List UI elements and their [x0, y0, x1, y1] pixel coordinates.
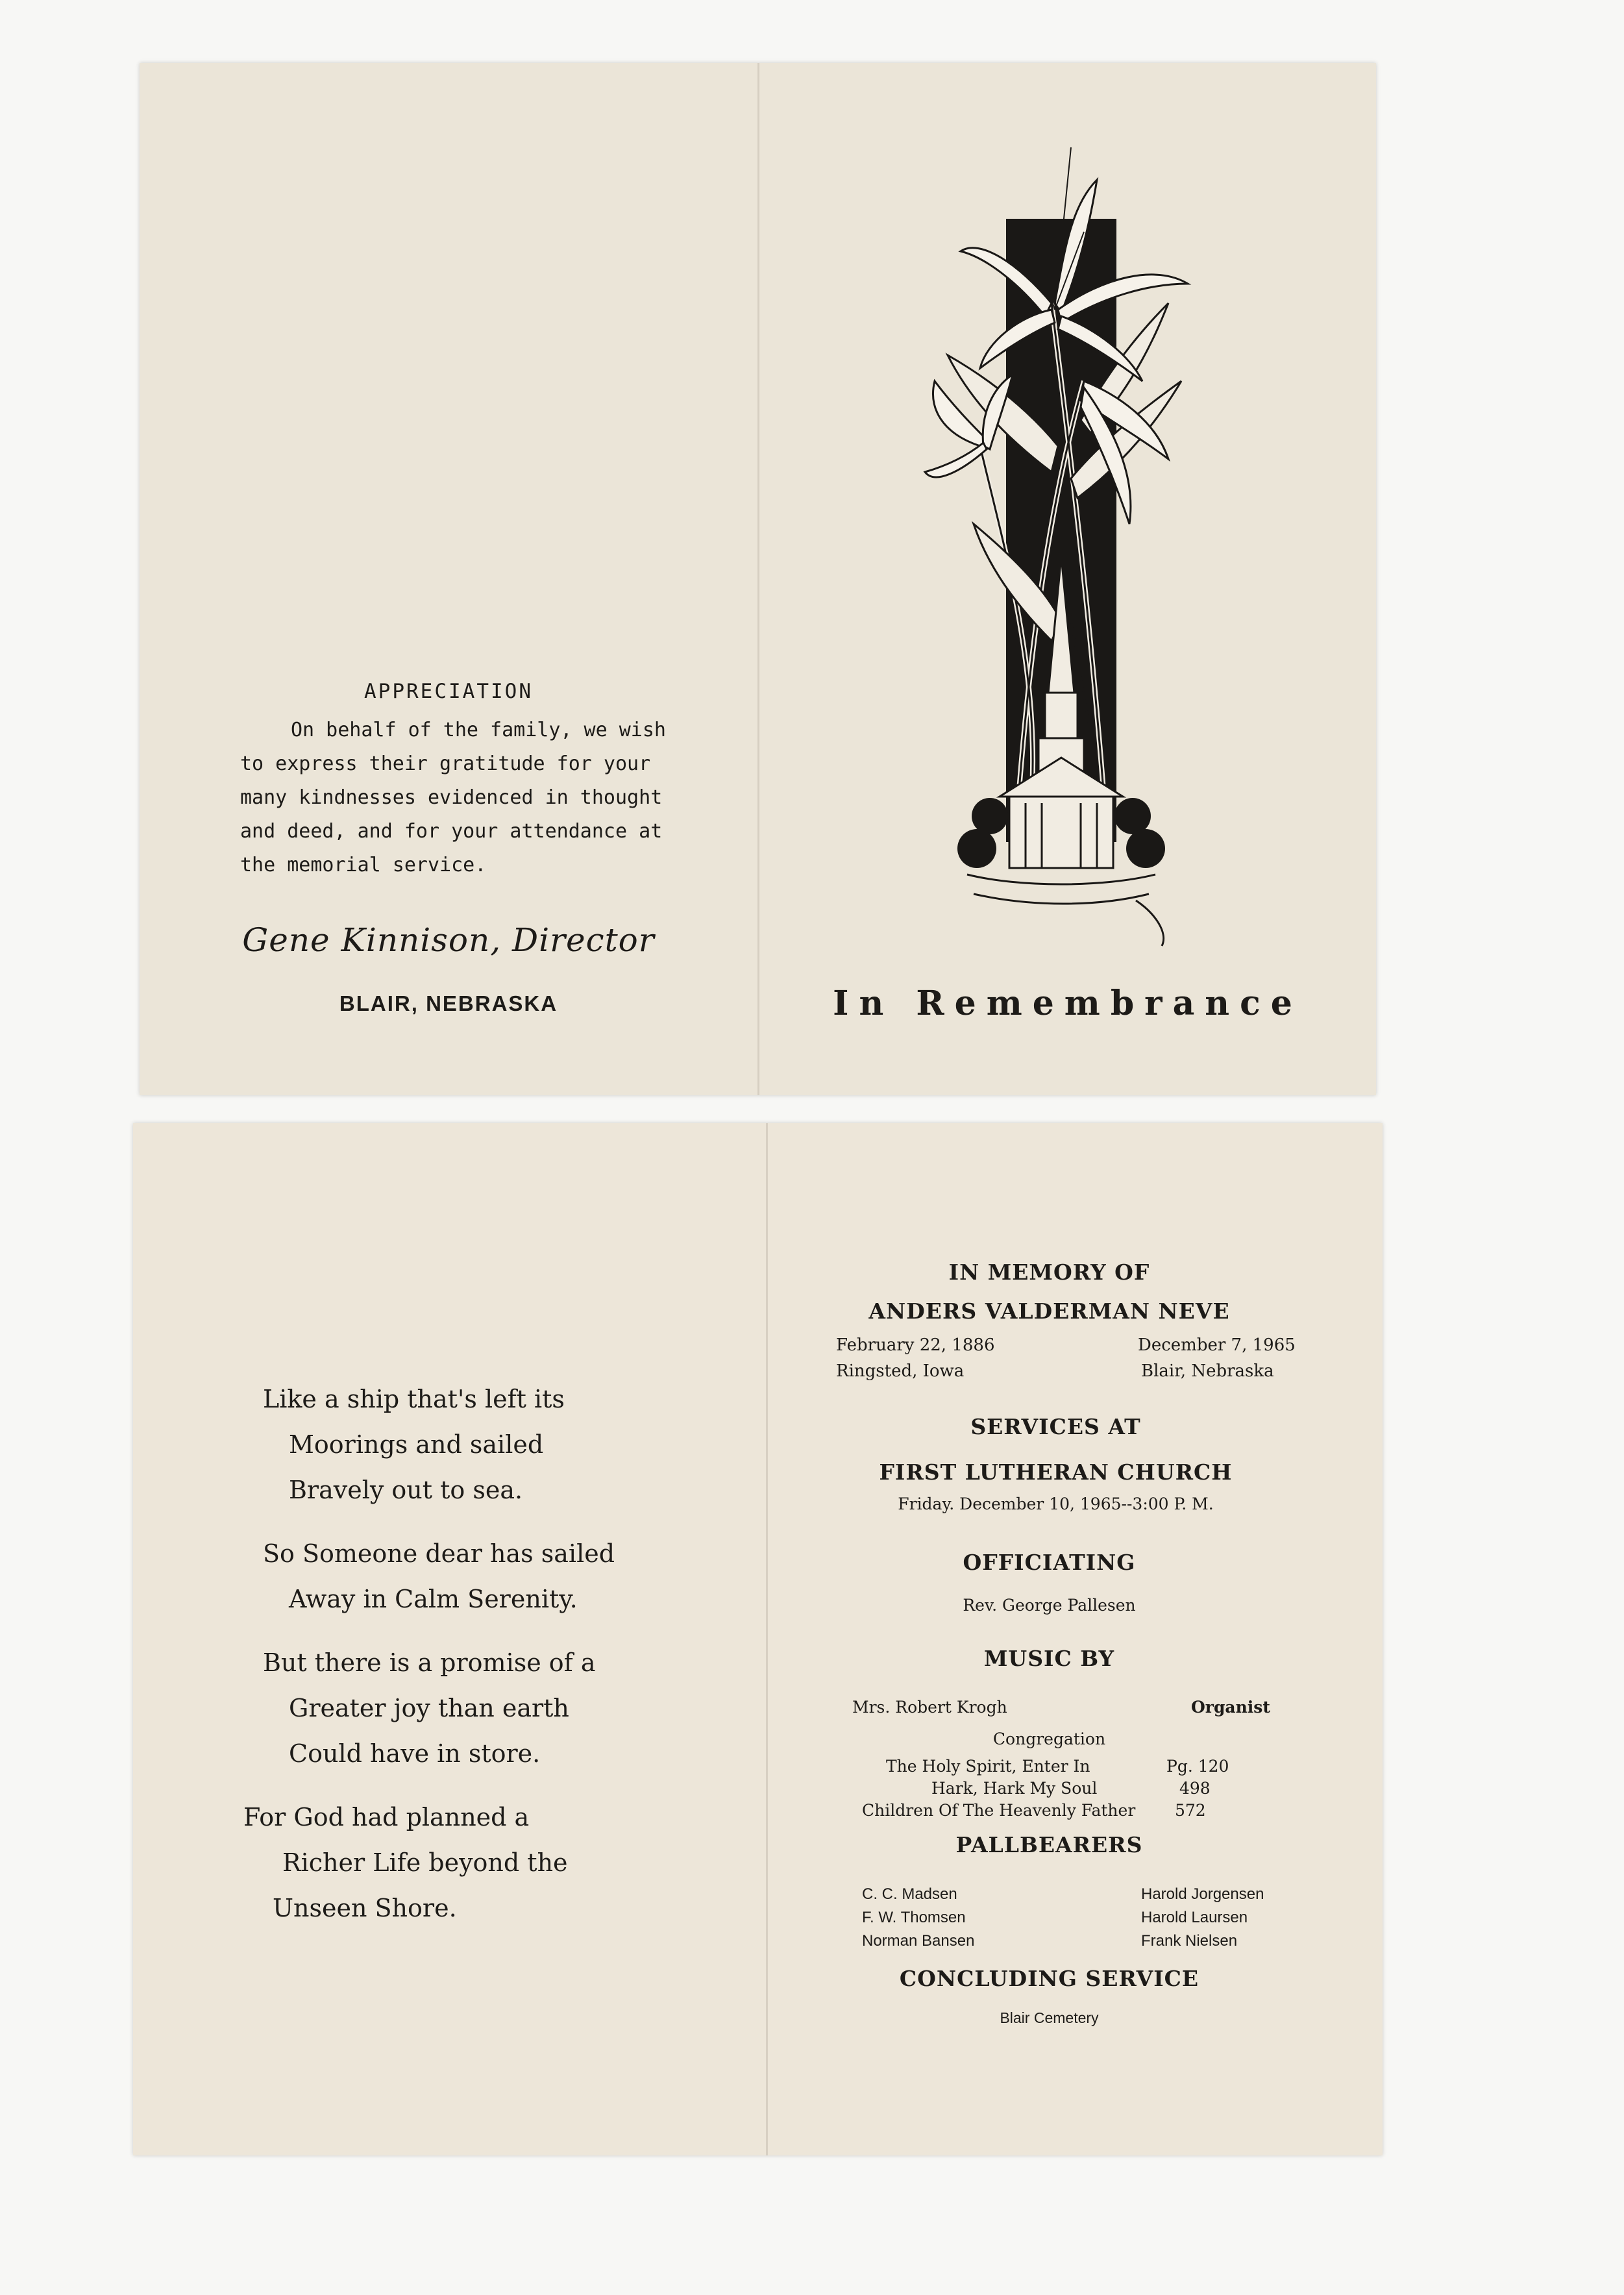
appreciation-line: On behalf of the family, we wish [291, 719, 666, 741]
poem-line: Greater joy than earth [289, 1694, 569, 1722]
appreciation-title: APPRECIATION [364, 680, 533, 703]
poem-line: So Someone dear has sailed [263, 1539, 615, 1568]
birth-date: February 22, 1886 [836, 1335, 995, 1355]
congregation-label: Congregation [992, 1730, 1106, 1748]
poem-stanza [263, 1376, 615, 1513]
cover-panel [759, 63, 1376, 1095]
birth-place: Ringsted, Iowa [836, 1361, 965, 1381]
poem-stanza [263, 1640, 615, 1776]
music-heading: MUSIC BY [983, 1646, 1115, 1671]
appreciation-line: the memorial service. [240, 854, 487, 876]
poem-panel [133, 1123, 766, 2155]
cemetery: Blair Cemetery [1000, 2009, 1099, 2026]
poem-line: But there is a promise of a [263, 1648, 596, 1677]
officiating-heading: OFFICIATING [963, 1550, 1136, 1575]
pallbearers-heading: PALLBEARERS [955, 1832, 1143, 1857]
pallbearer: C. C. Madsen [862, 1885, 957, 1903]
poem-line: Richer Life beyond the [282, 1848, 568, 1877]
cover-title: In Remembrance [833, 984, 1303, 1023]
pallbearer: Frank Nielsen [1141, 1932, 1238, 1950]
death-place: Blair, Nebraska [1141, 1361, 1274, 1381]
officiant: Rev. George Pallesen [963, 1596, 1136, 1615]
poem-line: Like a ship that's left its [263, 1385, 565, 1413]
hymn-page: 498 [1179, 1779, 1211, 1798]
director-signature: Gene Kinnison, Director [242, 921, 655, 959]
hymn-title: The Holy Spirit, Enter In [886, 1757, 1090, 1776]
appreciation-panel [140, 63, 757, 1095]
hymn-title: Children Of The Heavenly Father [862, 1801, 1136, 1820]
death-date: December 7, 1965 [1138, 1335, 1296, 1355]
hymn-page: Pg. 120 [1166, 1757, 1229, 1776]
hymn-title: Hark, Hark My Soul [931, 1779, 1098, 1798]
pallbearers-left [862, 1883, 974, 1953]
poem-line: Away in Calm Serenity. [289, 1585, 578, 1613]
pallbearer: F. W. Thomsen [862, 1909, 966, 1926]
poem-line: For God had planned a [243, 1803, 530, 1831]
appreciation-line: to express their gratitude for your [240, 752, 651, 775]
card-outer-spread [140, 63, 1376, 1095]
card-inner-spread [133, 1123, 1383, 2155]
organist-role: Organist [1191, 1698, 1270, 1717]
service-time: Friday. December 10, 1965--3:00 P. M. [898, 1495, 1214, 1513]
pallbearer: Harold Laursen [1141, 1909, 1248, 1926]
lily-and-church-steeple-illustration [922, 108, 1220, 952]
appreciation-line: many kindnesses evidenced in thought [240, 786, 663, 809]
appreciation-line: and deed, and for your attendance at [240, 820, 663, 843]
hymn-page: 572 [1175, 1801, 1206, 1820]
pallbearers-right [1141, 1883, 1264, 1953]
poem-line: Could have in store. [289, 1739, 541, 1768]
pallbearer: Norman Bansen [862, 1932, 975, 1950]
services-heading: SERVICES AT [970, 1414, 1141, 1439]
church-name: FIRST LUTHERAN CHURCH [879, 1459, 1233, 1485]
pallbearer: Harold Jorgensen [1141, 1885, 1264, 1903]
deceased-name: ANDERS VALDERMAN NEVE [868, 1298, 1230, 1324]
organist-name: Mrs. Robert Krogh [852, 1698, 1007, 1717]
poem-line: Bravely out to sea. [289, 1476, 523, 1504]
poem-stanza [243, 1794, 615, 1931]
poem-line: Unseen Shore. [273, 1894, 457, 1922]
poem-line: Moorings and sailed [289, 1430, 544, 1459]
memory-heading: IN MEMORY OF [948, 1259, 1150, 1285]
director-city: BLAIR, NEBRASKA [339, 991, 558, 1015]
poem [243, 1376, 615, 1949]
program-panel [768, 1123, 1383, 2155]
concluding-heading: CONCLUDING SERVICE [899, 1966, 1200, 1991]
poem-stanza [263, 1531, 615, 1622]
appreciation-text [240, 713, 720, 882]
